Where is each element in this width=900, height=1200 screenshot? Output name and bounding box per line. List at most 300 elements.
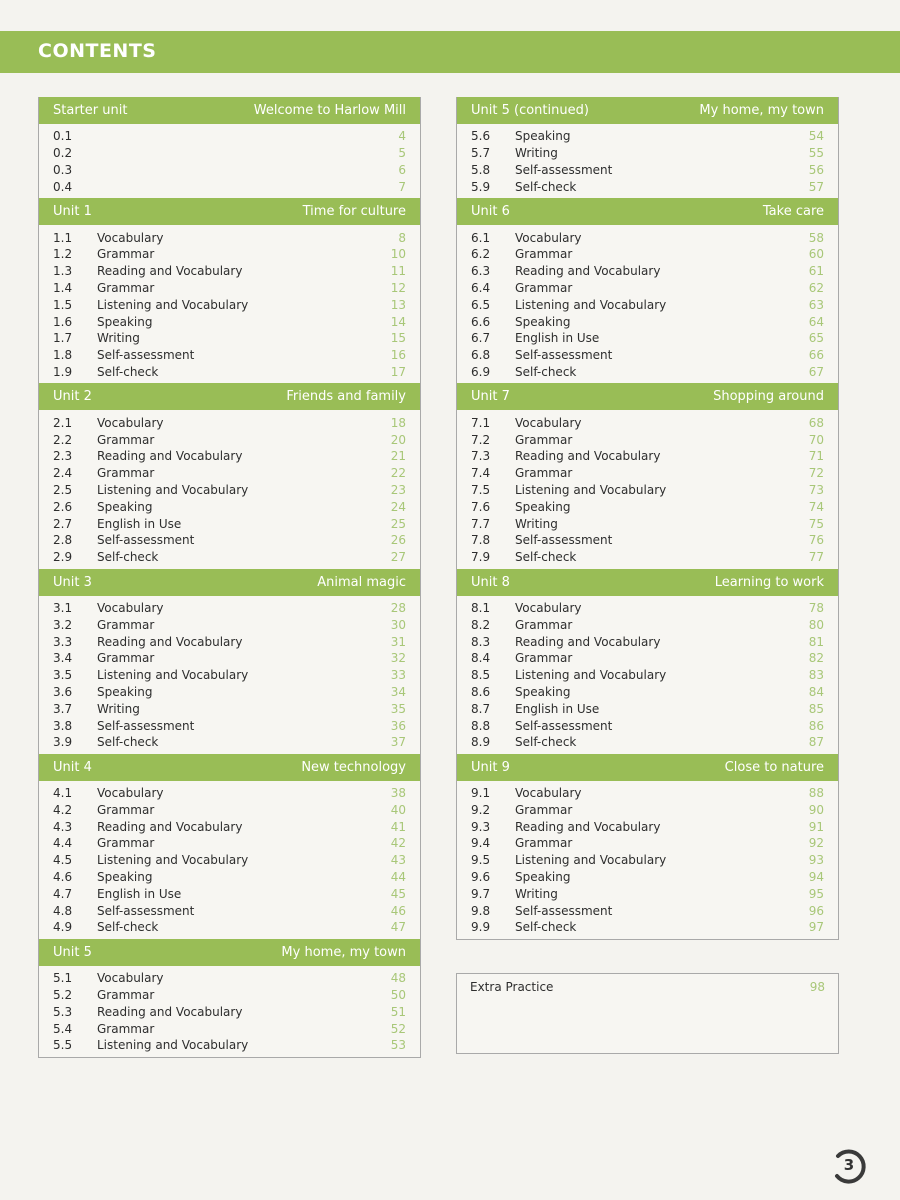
lesson-page: 40 xyxy=(390,802,406,817)
lesson-row[interactable] xyxy=(39,1037,420,1054)
lesson-page: 82 xyxy=(808,651,824,666)
lesson-page: 55 xyxy=(808,146,824,161)
page-number-badge xyxy=(829,1146,869,1186)
lesson-page: 56 xyxy=(808,162,824,177)
lesson-number: 2.7 xyxy=(53,516,73,531)
unit-header xyxy=(39,198,420,225)
lesson-row[interactable] xyxy=(39,128,420,145)
lesson-row[interactable] xyxy=(457,885,838,902)
lesson-title: Grammar xyxy=(97,466,155,481)
lesson-title: Listening and Vocabulary xyxy=(515,297,667,312)
lesson-title: Vocabulary xyxy=(515,786,582,801)
lesson-title: English in Use xyxy=(515,331,600,346)
lesson-number: 4.8 xyxy=(53,903,73,918)
lesson-title: Speaking xyxy=(97,499,153,514)
lesson-number: 3.6 xyxy=(53,684,73,699)
lesson-number: 8.9 xyxy=(471,735,491,750)
lesson-number: 7.3 xyxy=(471,449,491,464)
lesson-number: 7.2 xyxy=(471,432,491,447)
lesson-number: 3.7 xyxy=(53,701,73,716)
lesson-page: 81 xyxy=(808,634,824,649)
lesson-title: Speaking xyxy=(97,314,153,329)
lesson-row[interactable] xyxy=(457,313,838,330)
lesson-page: 21 xyxy=(390,449,406,464)
lesson-number: 4.1 xyxy=(53,786,73,801)
lesson-row[interactable] xyxy=(39,919,420,936)
lesson-title: Speaking xyxy=(97,684,153,699)
lesson-page: 45 xyxy=(390,886,406,901)
lesson-number: 9.1 xyxy=(471,786,491,801)
lesson-page: 50 xyxy=(390,988,406,1003)
lesson-page: 72 xyxy=(808,466,824,481)
unit-theme: My home, my town xyxy=(281,944,406,960)
unit-section xyxy=(456,97,839,198)
lesson-page: 48 xyxy=(390,971,406,986)
lesson-page: 87 xyxy=(808,735,824,750)
lesson-title: Reading and Vocabulary xyxy=(97,819,243,834)
lesson-page: 57 xyxy=(808,179,824,194)
lesson-title: Listening and Vocabulary xyxy=(515,853,667,868)
lesson-row[interactable] xyxy=(457,296,838,313)
lesson-title: Listening and Vocabulary xyxy=(97,668,249,683)
lesson-page: 85 xyxy=(808,701,824,716)
lesson-page: 38 xyxy=(390,786,406,801)
lesson-row[interactable] xyxy=(457,246,838,263)
lesson-page: 41 xyxy=(390,819,406,834)
lesson-page: 75 xyxy=(808,516,824,531)
lesson-number: 4.4 xyxy=(53,836,73,851)
lesson-title: English in Use xyxy=(515,701,600,716)
lesson-number: 7.6 xyxy=(471,499,491,514)
unit-header xyxy=(39,97,420,124)
lesson-number: 5.6 xyxy=(471,129,491,144)
lesson-title: Grammar xyxy=(97,836,155,851)
unit-theme: Animal magic xyxy=(317,574,406,590)
lesson-title: Writing xyxy=(515,146,558,161)
lesson-page: 33 xyxy=(390,668,406,683)
lesson-title: Self-assessment xyxy=(97,718,195,733)
lesson-page: 25 xyxy=(390,516,406,531)
lesson-title: Self-assessment xyxy=(97,348,195,363)
lesson-page: 20 xyxy=(390,432,406,447)
lesson-row[interactable] xyxy=(457,700,838,717)
lesson-row[interactable] xyxy=(39,902,420,919)
lesson-row[interactable] xyxy=(39,263,420,280)
lesson-title: Reading and Vocabulary xyxy=(515,819,661,834)
unit-lesson-list xyxy=(457,781,838,939)
extra-practice-row[interactable] xyxy=(457,974,838,994)
lesson-number: 2.3 xyxy=(53,449,73,464)
unit-lesson-list xyxy=(457,124,838,198)
lesson-page: 44 xyxy=(390,870,406,885)
lesson-page: 70 xyxy=(808,432,824,447)
lesson-number: 2.2 xyxy=(53,432,73,447)
page-number: 3 xyxy=(843,1156,855,1174)
lesson-number: 5.8 xyxy=(471,162,491,177)
lesson-page: 34 xyxy=(390,684,406,699)
lesson-title: Grammar xyxy=(515,247,573,262)
lesson-page: 65 xyxy=(808,331,824,346)
lesson-title: Grammar xyxy=(97,432,155,447)
lesson-page: 27 xyxy=(390,550,406,565)
lesson-page: 92 xyxy=(808,836,824,851)
lesson-row[interactable] xyxy=(457,869,838,886)
lesson-title: Listening and Vocabulary xyxy=(515,668,667,683)
lesson-page: 47 xyxy=(390,920,406,935)
unit-lesson-list xyxy=(39,124,420,198)
lesson-number: 4.9 xyxy=(53,920,73,935)
lesson-row[interactable] xyxy=(39,785,420,802)
lesson-row[interactable] xyxy=(457,482,838,499)
lesson-page: 42 xyxy=(390,836,406,851)
lesson-row[interactable] xyxy=(39,145,420,162)
lesson-number: 2.6 xyxy=(53,499,73,514)
lesson-row[interactable] xyxy=(39,347,420,364)
lesson-title: Vocabulary xyxy=(515,415,582,430)
lesson-number: 6.2 xyxy=(471,247,491,262)
lesson-page: 52 xyxy=(390,1021,406,1036)
lesson-row[interactable] xyxy=(457,229,838,246)
lesson-row[interactable] xyxy=(39,802,420,819)
lesson-title: English in Use xyxy=(97,516,182,531)
lesson-number: 6.5 xyxy=(471,297,491,312)
lesson-title: Self-check xyxy=(515,920,577,935)
lesson-number: 9.9 xyxy=(471,920,491,935)
lesson-title: Grammar xyxy=(515,651,573,666)
unit-theme: New technology xyxy=(301,759,406,775)
lesson-title: Grammar xyxy=(515,836,573,851)
lesson-row[interactable] xyxy=(39,633,420,650)
lesson-row[interactable] xyxy=(457,785,838,802)
lesson-number: 3.8 xyxy=(53,718,73,733)
lesson-number: 5.7 xyxy=(471,146,491,161)
lesson-page: 95 xyxy=(808,886,824,901)
lesson-row[interactable] xyxy=(457,902,838,919)
lesson-number: 9.7 xyxy=(471,886,491,901)
contents-column-left xyxy=(38,97,421,1058)
lesson-row[interactable] xyxy=(457,498,838,515)
lesson-page: 36 xyxy=(390,718,406,733)
lesson-row[interactable] xyxy=(39,465,420,482)
lesson-title: Reading and Vocabulary xyxy=(515,264,661,279)
lesson-title: Speaking xyxy=(97,870,153,885)
lesson-number: 3.3 xyxy=(53,634,73,649)
lesson-page: 32 xyxy=(390,651,406,666)
lesson-title: Writing xyxy=(97,331,140,346)
contents-header-bar xyxy=(0,31,900,73)
lesson-title: Self-assessment xyxy=(515,718,613,733)
lesson-number: 5.3 xyxy=(53,1004,73,1019)
lesson-page: 13 xyxy=(390,297,406,312)
lesson-row[interactable] xyxy=(39,600,420,617)
lesson-page: 26 xyxy=(390,533,406,548)
lesson-row[interactable] xyxy=(39,717,420,734)
contents-column-right xyxy=(456,97,839,940)
lesson-number: 5.4 xyxy=(53,1021,73,1036)
lesson-row[interactable] xyxy=(457,684,838,701)
unit-title: Unit 5 xyxy=(53,944,92,960)
unit-header xyxy=(457,569,838,596)
lesson-page: 24 xyxy=(390,499,406,514)
lesson-number: 8.5 xyxy=(471,668,491,683)
unit-section xyxy=(38,383,421,568)
lesson-page: 18 xyxy=(390,415,406,430)
lesson-title: Vocabulary xyxy=(97,600,164,615)
lesson-row[interactable] xyxy=(39,313,420,330)
unit-section xyxy=(38,97,421,198)
lesson-title: Vocabulary xyxy=(97,971,164,986)
unit-section xyxy=(38,198,421,383)
lesson-title: Self-check xyxy=(97,364,159,379)
lesson-page: 43 xyxy=(390,853,406,868)
lesson-page: 58 xyxy=(808,230,824,245)
lesson-title: Speaking xyxy=(515,870,571,885)
lesson-title: Self-assessment xyxy=(515,903,613,918)
lesson-row[interactable] xyxy=(457,280,838,297)
lesson-row[interactable] xyxy=(457,835,838,852)
lesson-page: 10 xyxy=(390,247,406,262)
extra-practice-label: Extra Practice xyxy=(470,980,554,994)
lesson-page: 8 xyxy=(398,230,406,245)
lesson-row[interactable] xyxy=(39,549,420,566)
lesson-row[interactable] xyxy=(39,280,420,297)
lesson-number: 8.3 xyxy=(471,634,491,649)
lesson-number: 6.3 xyxy=(471,264,491,279)
lesson-page: 22 xyxy=(390,466,406,481)
lesson-row[interactable] xyxy=(39,835,420,852)
lesson-title: Grammar xyxy=(515,802,573,817)
lesson-row[interactable] xyxy=(39,431,420,448)
lesson-page: 97 xyxy=(808,920,824,935)
lesson-page: 51 xyxy=(390,1004,406,1019)
lesson-row[interactable] xyxy=(39,869,420,886)
lesson-title: Reading and Vocabulary xyxy=(515,449,661,464)
lesson-row[interactable] xyxy=(457,734,838,751)
lesson-number: 0.2 xyxy=(53,146,73,161)
lesson-row[interactable] xyxy=(457,364,838,381)
lesson-number: 1.7 xyxy=(53,331,73,346)
lesson-row[interactable] xyxy=(457,347,838,364)
lesson-row[interactable] xyxy=(39,532,420,549)
lesson-page: 90 xyxy=(808,802,824,817)
lesson-page: 71 xyxy=(808,449,824,464)
lesson-page: 5 xyxy=(398,146,406,161)
unit-header xyxy=(457,383,838,410)
lesson-number: 0.1 xyxy=(53,129,73,144)
lesson-row[interactable] xyxy=(39,684,420,701)
lesson-row[interactable] xyxy=(39,734,420,751)
lesson-number: 2.4 xyxy=(53,466,73,481)
lesson-row[interactable] xyxy=(457,465,838,482)
unit-lesson-list xyxy=(457,410,838,568)
lesson-page: 68 xyxy=(808,415,824,430)
lesson-title: Writing xyxy=(515,516,558,531)
lesson-title: Vocabulary xyxy=(97,230,164,245)
lesson-page: 91 xyxy=(808,819,824,834)
lesson-number: 1.5 xyxy=(53,297,73,312)
lesson-number: 1.9 xyxy=(53,364,73,379)
lesson-title: Vocabulary xyxy=(97,786,164,801)
lesson-number: 8.2 xyxy=(471,617,491,632)
lesson-title: Speaking xyxy=(515,314,571,329)
lesson-number: 3.1 xyxy=(53,600,73,615)
lesson-row[interactable] xyxy=(457,600,838,617)
lesson-row[interactable] xyxy=(457,616,838,633)
lesson-number: 1.2 xyxy=(53,247,73,262)
lesson-row[interactable] xyxy=(457,919,838,936)
lesson-row[interactable] xyxy=(39,330,420,347)
lesson-title: Listening and Vocabulary xyxy=(97,853,249,868)
lesson-page: 16 xyxy=(390,348,406,363)
lesson-row[interactable] xyxy=(39,885,420,902)
unit-section xyxy=(456,383,839,568)
lesson-page: 11 xyxy=(390,264,406,279)
lesson-title: Self-check xyxy=(515,550,577,565)
unit-lesson-list xyxy=(39,410,420,568)
lesson-number: 8.6 xyxy=(471,684,491,699)
lesson-row[interactable] xyxy=(39,667,420,684)
lesson-number: 5.1 xyxy=(53,971,73,986)
unit-title: Unit 1 xyxy=(53,204,92,220)
lesson-title: English in Use xyxy=(97,886,182,901)
unit-title: Unit 9 xyxy=(471,759,510,775)
lesson-row[interactable] xyxy=(457,178,838,195)
unit-header xyxy=(39,569,420,596)
lesson-row[interactable] xyxy=(39,852,420,869)
lesson-number: 6.9 xyxy=(471,364,491,379)
lesson-number: 9.8 xyxy=(471,903,491,918)
lesson-title: Self-assessment xyxy=(515,162,613,177)
unit-theme: Shopping around xyxy=(713,389,824,405)
lesson-page: 74 xyxy=(808,499,824,514)
lesson-number: 6.7 xyxy=(471,331,491,346)
lesson-page: 78 xyxy=(808,600,824,615)
lesson-row[interactable] xyxy=(457,549,838,566)
unit-header xyxy=(39,383,420,410)
lesson-row[interactable] xyxy=(39,482,420,499)
lesson-number: 3.4 xyxy=(53,651,73,666)
lesson-number: 0.4 xyxy=(53,179,73,194)
lesson-title: Speaking xyxy=(515,129,571,144)
lesson-title: Grammar xyxy=(97,247,155,262)
lesson-row[interactable] xyxy=(457,431,838,448)
lesson-title: Reading and Vocabulary xyxy=(97,264,243,279)
lesson-row[interactable] xyxy=(39,1020,420,1037)
lesson-row[interactable] xyxy=(39,515,420,532)
lesson-row[interactable] xyxy=(39,162,420,179)
lesson-row[interactable] xyxy=(457,667,838,684)
lesson-page: 15 xyxy=(390,331,406,346)
lesson-row[interactable] xyxy=(457,532,838,549)
lesson-number: 1.1 xyxy=(53,230,73,245)
lesson-row[interactable] xyxy=(39,296,420,313)
lesson-title: Reading and Vocabulary xyxy=(97,1004,243,1019)
lesson-row[interactable] xyxy=(39,1003,420,1020)
unit-lesson-list xyxy=(39,225,420,383)
lesson-title: Self-check xyxy=(515,179,577,194)
lesson-row[interactable] xyxy=(39,700,420,717)
lesson-row[interactable] xyxy=(39,229,420,246)
lesson-row[interactable] xyxy=(39,616,420,633)
lesson-page: 4 xyxy=(398,129,406,144)
lesson-page: 61 xyxy=(808,264,824,279)
lesson-row[interactable] xyxy=(39,498,420,515)
lesson-number: 8.4 xyxy=(471,651,491,666)
lesson-row[interactable] xyxy=(39,364,420,381)
lesson-row[interactable] xyxy=(39,970,420,987)
lesson-title: Grammar xyxy=(515,466,573,481)
lesson-number: 9.4 xyxy=(471,836,491,851)
lesson-row[interactable] xyxy=(39,448,420,465)
unit-title: Unit 8 xyxy=(471,574,510,590)
lesson-number: 4.3 xyxy=(53,819,73,834)
lesson-row[interactable] xyxy=(457,802,838,819)
lesson-title: Grammar xyxy=(515,617,573,632)
lesson-row[interactable] xyxy=(39,178,420,195)
lesson-row[interactable] xyxy=(39,818,420,835)
lesson-title: Self-check xyxy=(515,735,577,750)
lesson-page: 7 xyxy=(398,179,406,194)
lesson-row[interactable] xyxy=(457,515,838,532)
lesson-row[interactable] xyxy=(39,650,420,667)
lesson-row[interactable] xyxy=(457,162,838,179)
unit-theme: Close to nature xyxy=(724,759,824,775)
lesson-row[interactable] xyxy=(39,246,420,263)
unit-section xyxy=(38,569,421,754)
lesson-row[interactable] xyxy=(457,330,838,347)
lesson-number: 4.5 xyxy=(53,853,73,868)
lesson-number: 9.6 xyxy=(471,870,491,885)
lesson-title: Self-assessment xyxy=(97,903,195,918)
lesson-title: Self-assessment xyxy=(515,348,613,363)
lesson-row[interactable] xyxy=(457,717,838,734)
lesson-number: 7.8 xyxy=(471,533,491,548)
unit-section xyxy=(456,198,839,383)
lesson-row[interactable] xyxy=(457,448,838,465)
lesson-number: 1.8 xyxy=(53,348,73,363)
unit-header xyxy=(39,754,420,781)
lesson-page: 54 xyxy=(808,129,824,144)
lesson-row[interactable] xyxy=(457,414,838,431)
lesson-page: 12 xyxy=(390,280,406,295)
lesson-number: 6.8 xyxy=(471,348,491,363)
extra-practice-page: 98 xyxy=(809,980,825,994)
unit-lesson-list xyxy=(39,596,420,754)
lesson-title: Grammar xyxy=(515,432,573,447)
lesson-number: 9.3 xyxy=(471,819,491,834)
extra-practice-box xyxy=(456,973,839,1054)
lesson-row[interactable] xyxy=(39,987,420,1004)
lesson-row[interactable] xyxy=(457,818,838,835)
unit-theme: Take care xyxy=(762,204,824,220)
unit-title: Starter unit xyxy=(53,103,128,118)
unit-header xyxy=(457,198,838,225)
lesson-row[interactable] xyxy=(457,852,838,869)
unit-theme: Time for culture xyxy=(302,204,406,220)
lesson-title: Speaking xyxy=(515,499,571,514)
lesson-row[interactable] xyxy=(457,650,838,667)
lesson-page: 76 xyxy=(808,533,824,548)
lesson-row[interactable] xyxy=(457,633,838,650)
lesson-page: 67 xyxy=(808,364,824,379)
lesson-number: 9.5 xyxy=(471,853,491,868)
lesson-row[interactable] xyxy=(457,128,838,145)
lesson-row[interactable] xyxy=(457,263,838,280)
lesson-title: Listening and Vocabulary xyxy=(97,297,249,312)
lesson-row[interactable] xyxy=(457,145,838,162)
lesson-title: Grammar xyxy=(97,617,155,632)
lesson-row[interactable] xyxy=(39,414,420,431)
